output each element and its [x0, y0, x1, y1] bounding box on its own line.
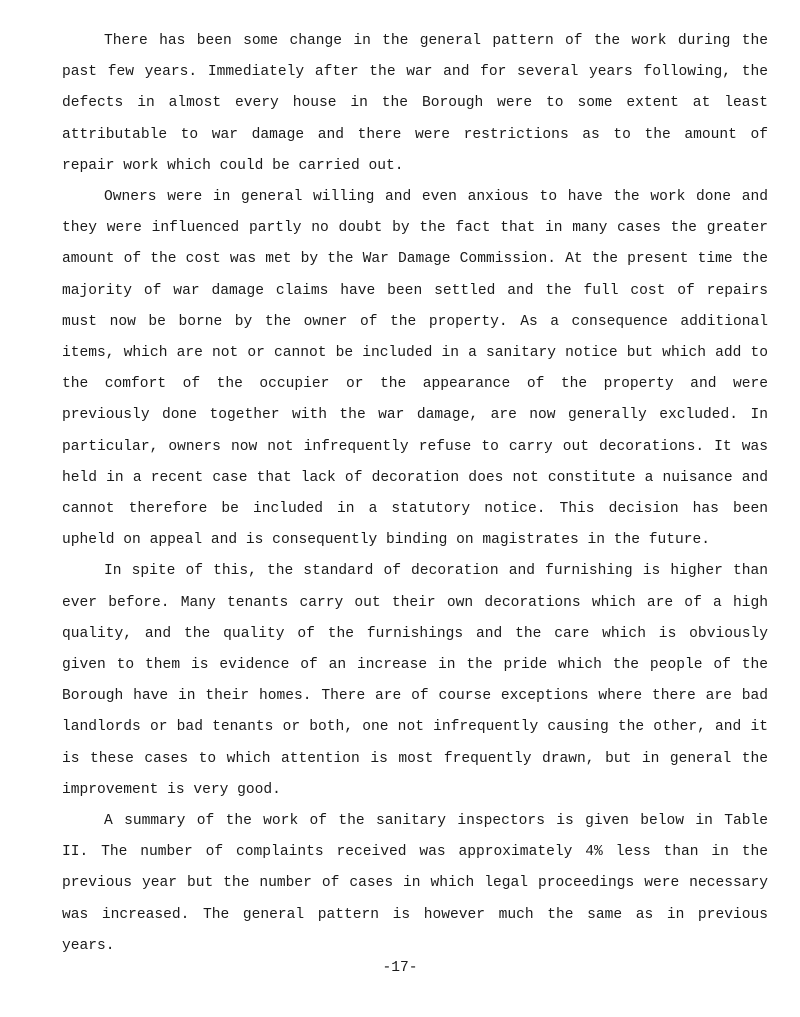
paragraph: A summary of the work of the sanitary inspectors is given below in Table II. The number of complaints received was approximately 4% less than in the previous year but the number of cases in which legal proceedings were necessary was increased. The general pattern is however much the same as in previous years. — [62, 813, 768, 954]
paragraph: Owners were in general willing and even anxious to have the work done and they were influenced partly no doubt by the fact that in many cases the greater amount of the cost was met by the War Damage Commission. At the present time the majority of war damage claims have been settled and the full cost of repairs must now be borne by the owner of the property. As a consequence additional items, which are not or cannot be included in a sanitary notice but which add to the comfort of the occupier or the appearance of the property and were previously done together with the war damage, are now generally excluded. In particular, owners now not infrequently refuse to carry out decorations. It was held in a recent case that lack of decoration does not constitute a nuisance and cannot therefore be included in a statutory notice. This decision has been upheld on appeal and is consequently binding on magistrates in the future. — [62, 189, 768, 549]
paragraph: There has been some change in the general pattern of the work during the past few years. Immediately after the war and for several years following, the defects in almost every house in the Borough were to some extent at least attributable to war damage and there were restrictions as to the amount of repair work which could be carried out. — [62, 33, 768, 174]
paragraph: In spite of this, the standard of decoration and furnishing is higher than ever before. Many tenants carry out their own decorations which are of a high quality, and the quality of the furnishings and the care which is obviously given to them is evidence of an increase in the pride which the people of the Borough have in their homes. There are of course exceptions where there are bad landlords or bad tenants or both, one not infrequently causing the other, and it is these cases to which attention is most frequently drawn, but in general the improvement is very good. — [62, 563, 768, 798]
page-body — [62, 26, 768, 962]
page-number: -17- — [382, 960, 418, 976]
